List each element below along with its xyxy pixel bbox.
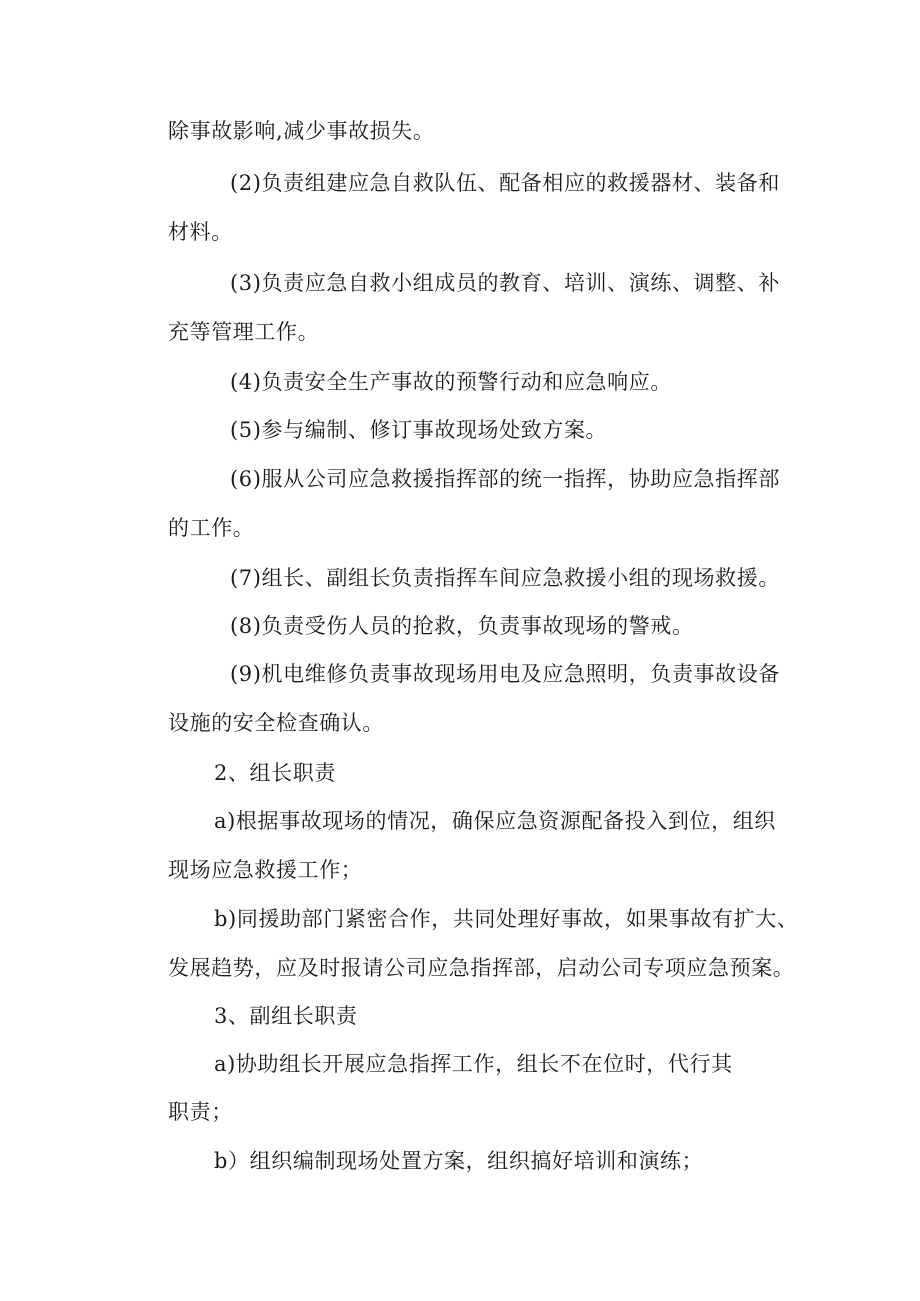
section-heading: 3、副组长职责 — [214, 1004, 358, 1028]
text-line: (8)负责受伤人员的抢救，负责事故现场的警戒。 — [230, 614, 694, 638]
text-line: (3)负责应急自救小组成员的教育、培训、演练、调整、补 — [230, 271, 780, 295]
text-line: (5)参与编制、修订事故现场处致方案。 — [230, 418, 608, 442]
text-line: 材料。 — [168, 220, 233, 244]
text-line: (9)机电维修负责事故现场用电及应急照明，负责事故设备 — [230, 662, 780, 686]
text-line: (7)组长、副组长负责指挥车间应急救援小组的现场救援。 — [230, 566, 780, 590]
section-heading: 2、组长职责 — [214, 761, 336, 785]
text-line: 的工作。 — [168, 516, 255, 540]
text-line: b）组织编制现场处置方案，组织搞好培训和演练； — [214, 1149, 704, 1173]
text-line: 除事故影响,减少事故损失。 — [168, 119, 435, 143]
text-line: 职责； — [168, 1100, 233, 1124]
text-line: (2)负责组建应急自救队伍、配备相应的救援器材、装备和 — [230, 171, 780, 195]
text-line: (4)负责安全生产事故的预警行动和应急响应。 — [230, 370, 672, 394]
text-line: 现场应急救援工作； — [168, 858, 363, 882]
text-line: a)根据事故现场的情况，确保应急资源配备投入到位，组织 — [214, 809, 776, 833]
text-line: b)同援助部门紧密合作，共同处理好事故，如果事故有扩大、 — [214, 907, 799, 931]
text-line: 发展趋势，应及时报请公司应急指挥部，启动公司专项应急预案。 — [168, 956, 795, 980]
text-line: 充等管理工作。 — [168, 320, 320, 344]
text-line: (6)服从公司应急救援指挥部的统一指挥，协助应急指挥部 — [230, 467, 780, 491]
text-line: 设施的安全检查确认。 — [168, 711, 384, 735]
text-line: a)协助组长开展应急指挥工作，组长不在位时，代行其 — [214, 1052, 733, 1076]
